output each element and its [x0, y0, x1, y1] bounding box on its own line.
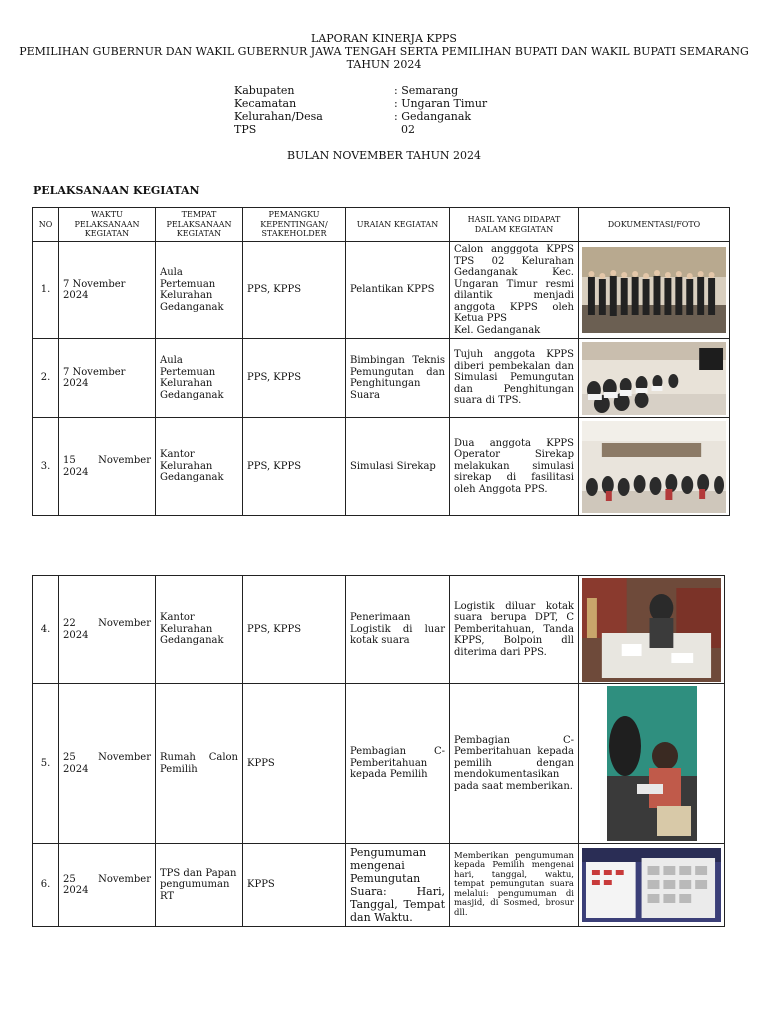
row-no: 2.	[33, 339, 59, 418]
row-result: Memberikan pengumuman kepada Pemilih mengenai hari, tanggal, waktu, tempat pemungutan suara melalui: pengumuman di masjid, di Sosmed, brosur dll.	[450, 844, 579, 927]
report-year: TAHUN 2024	[346, 58, 422, 71]
row-no: 5.	[33, 684, 59, 844]
date-year: 2024	[63, 763, 89, 775]
report-month: BULAN NOVEMBER TAHUN 2024	[287, 149, 481, 162]
photo-image	[582, 342, 726, 415]
row-photo	[579, 418, 730, 516]
row-activity: Pengumuman mengenai Pemungutan Suara: Hari, Tanggal, Tempat dan Waktu.	[346, 844, 450, 927]
photo-image	[582, 848, 721, 922]
row-photo	[579, 684, 725, 844]
date-month: November	[98, 618, 151, 629]
row-photo	[579, 576, 725, 684]
info-label: Kelurahan/Desa	[234, 110, 323, 123]
row-stakeholder: KPPS	[243, 844, 346, 927]
row-result: Logistik diluar kotak suara berupa DPT, C Pemberitahuan, Tanda KPPS, Bolpoin dll diterima dari PPS.	[450, 576, 579, 684]
photo-image	[582, 578, 721, 682]
row-result: Pembagian C-Pemberitahuan kepada pemilih dengan mendokumentasikan pada saat memberikan.	[450, 684, 579, 844]
table-row	[33, 576, 725, 684]
row-place: Kantor Kelurahan Gedanganak	[156, 576, 243, 684]
table-row	[33, 418, 730, 516]
date-month: November	[98, 873, 151, 885]
section-title: PELAKSANAAN KEGIATAN	[33, 184, 200, 197]
row-result: Tujuh anggota KPPS diberi pembekalan dan Simulasi Pemungutan dan Penghitungan suara di TPS.	[450, 339, 579, 418]
header-hasil: HASIL YANG DIDAPAT DALAM KEGIATAN	[450, 208, 579, 242]
activity-table-part-2	[32, 575, 725, 927]
report-title: LAPORAN KINERJA KPPS	[311, 32, 457, 45]
info-value: : Ungaran Timur	[394, 97, 488, 110]
date-year: 2024	[63, 885, 89, 896]
row-date	[59, 684, 156, 844]
row-photo	[579, 339, 730, 418]
row-place: TPS dan Papan pengumuman RT	[156, 844, 243, 927]
row-stakeholder: KPPS	[243, 684, 346, 844]
row-result	[450, 242, 579, 339]
date-day: 22	[63, 618, 76, 629]
row-place: Kantor Kelurahan Gedanganak	[156, 418, 243, 516]
row-activity: Penerimaan Logistik di luar kotak suara	[346, 576, 450, 684]
row-stakeholder: PPS, KPPS	[243, 576, 346, 684]
info-row-tps	[234, 123, 534, 136]
photo-image	[607, 686, 697, 841]
date-year: 2024	[63, 466, 89, 478]
info-value: 02	[394, 123, 415, 136]
row-no: 1.	[33, 242, 59, 339]
row-no: 3.	[33, 418, 59, 516]
row-activity: Pembagian C-Pemberitahuan kepada Pemilih	[346, 684, 450, 844]
table-row	[33, 844, 725, 927]
row-stakeholder: PPS, KPPS	[243, 242, 346, 339]
row-result-text: Kel. Gedanganak	[454, 324, 541, 336]
location-info	[234, 84, 534, 136]
activity-table-part-1	[32, 207, 730, 516]
table-header-row	[33, 208, 730, 242]
header-tempat: TEMPAT PELAKSANAAN KEGIATAN	[156, 208, 243, 242]
header-stakeholder: PEMANGKU KEPENTINGAN/ STAKEHOLDER	[243, 208, 346, 242]
info-value: : Semarang	[394, 84, 459, 97]
date-day: 15	[63, 455, 76, 466]
row-date: 7 November 2024	[59, 339, 156, 418]
date-month: November	[98, 455, 151, 466]
row-place: Aula Pertemuan Kelurahan Gedanganak	[156, 242, 243, 339]
info-row-kabupaten	[234, 84, 534, 97]
row-date	[59, 844, 156, 927]
date-day: 25	[63, 752, 76, 763]
row-place: Rumah Calon Pemilih	[156, 684, 243, 844]
header-dokumentasi: DOKUMENTASI/FOTO	[579, 208, 730, 242]
date-month: November	[98, 752, 151, 763]
header-no: NO	[33, 208, 59, 242]
photo-image	[582, 421, 726, 513]
row-stakeholder: PPS, KPPS	[243, 418, 346, 516]
info-value: : Gedanganak	[394, 110, 472, 123]
row-result-text: Calon angggota KPPS TPS 02 Kelurahan Gedanganak Kec. Ungaran Timur resmi dilantik menjadi anggota KPPS oleh Ketua PPS	[454, 244, 574, 324]
header-waktu: WAKTU PELAKSANAAN KEGIATAN	[59, 208, 156, 242]
row-place: Aula Pertemuan Kelurahan Gedanganak	[156, 339, 243, 418]
date-year: 2024	[63, 629, 89, 641]
info-row-kelurahan	[234, 110, 534, 123]
table-row	[33, 684, 725, 844]
row-photo	[579, 844, 725, 927]
row-no: 4.	[33, 576, 59, 684]
info-label: TPS	[234, 123, 257, 136]
row-activity: Bimbingan Teknis Pemungutan dan Penghitungan Suara	[346, 339, 450, 418]
report-subtitle: PEMILIHAN GUBERNUR DAN WAKIL GUBERNUR JAWA TENGAH SERTA PEMILIHAN BUPATI DAN WAKIL BUPATI SEMARANG	[19, 45, 749, 58]
info-label: Kecamatan	[234, 97, 297, 110]
row-result: Dua anggota KPPS Operator Sirekap melakukan simulasi sirekap di fasilitasi oleh Anggota PPS.	[450, 418, 579, 516]
row-photo	[579, 242, 730, 339]
row-no: 6.	[33, 844, 59, 927]
row-stakeholder: PPS, KPPS	[243, 339, 346, 418]
row-date: 7 November 2024	[59, 242, 156, 339]
row-date	[59, 418, 156, 516]
row-activity: Simulasi Sirekap	[346, 418, 450, 516]
row-activity: Pelantikan KPPS	[346, 242, 450, 339]
row-date	[59, 576, 156, 684]
table-row	[33, 242, 730, 339]
photo-image	[582, 247, 726, 333]
date-day: 25	[63, 873, 76, 885]
info-label: Kabupaten	[234, 84, 295, 97]
header-uraian: URAIAN KEGIATAN	[346, 208, 450, 242]
info-row-kecamatan	[234, 97, 534, 110]
table-row	[33, 339, 730, 418]
